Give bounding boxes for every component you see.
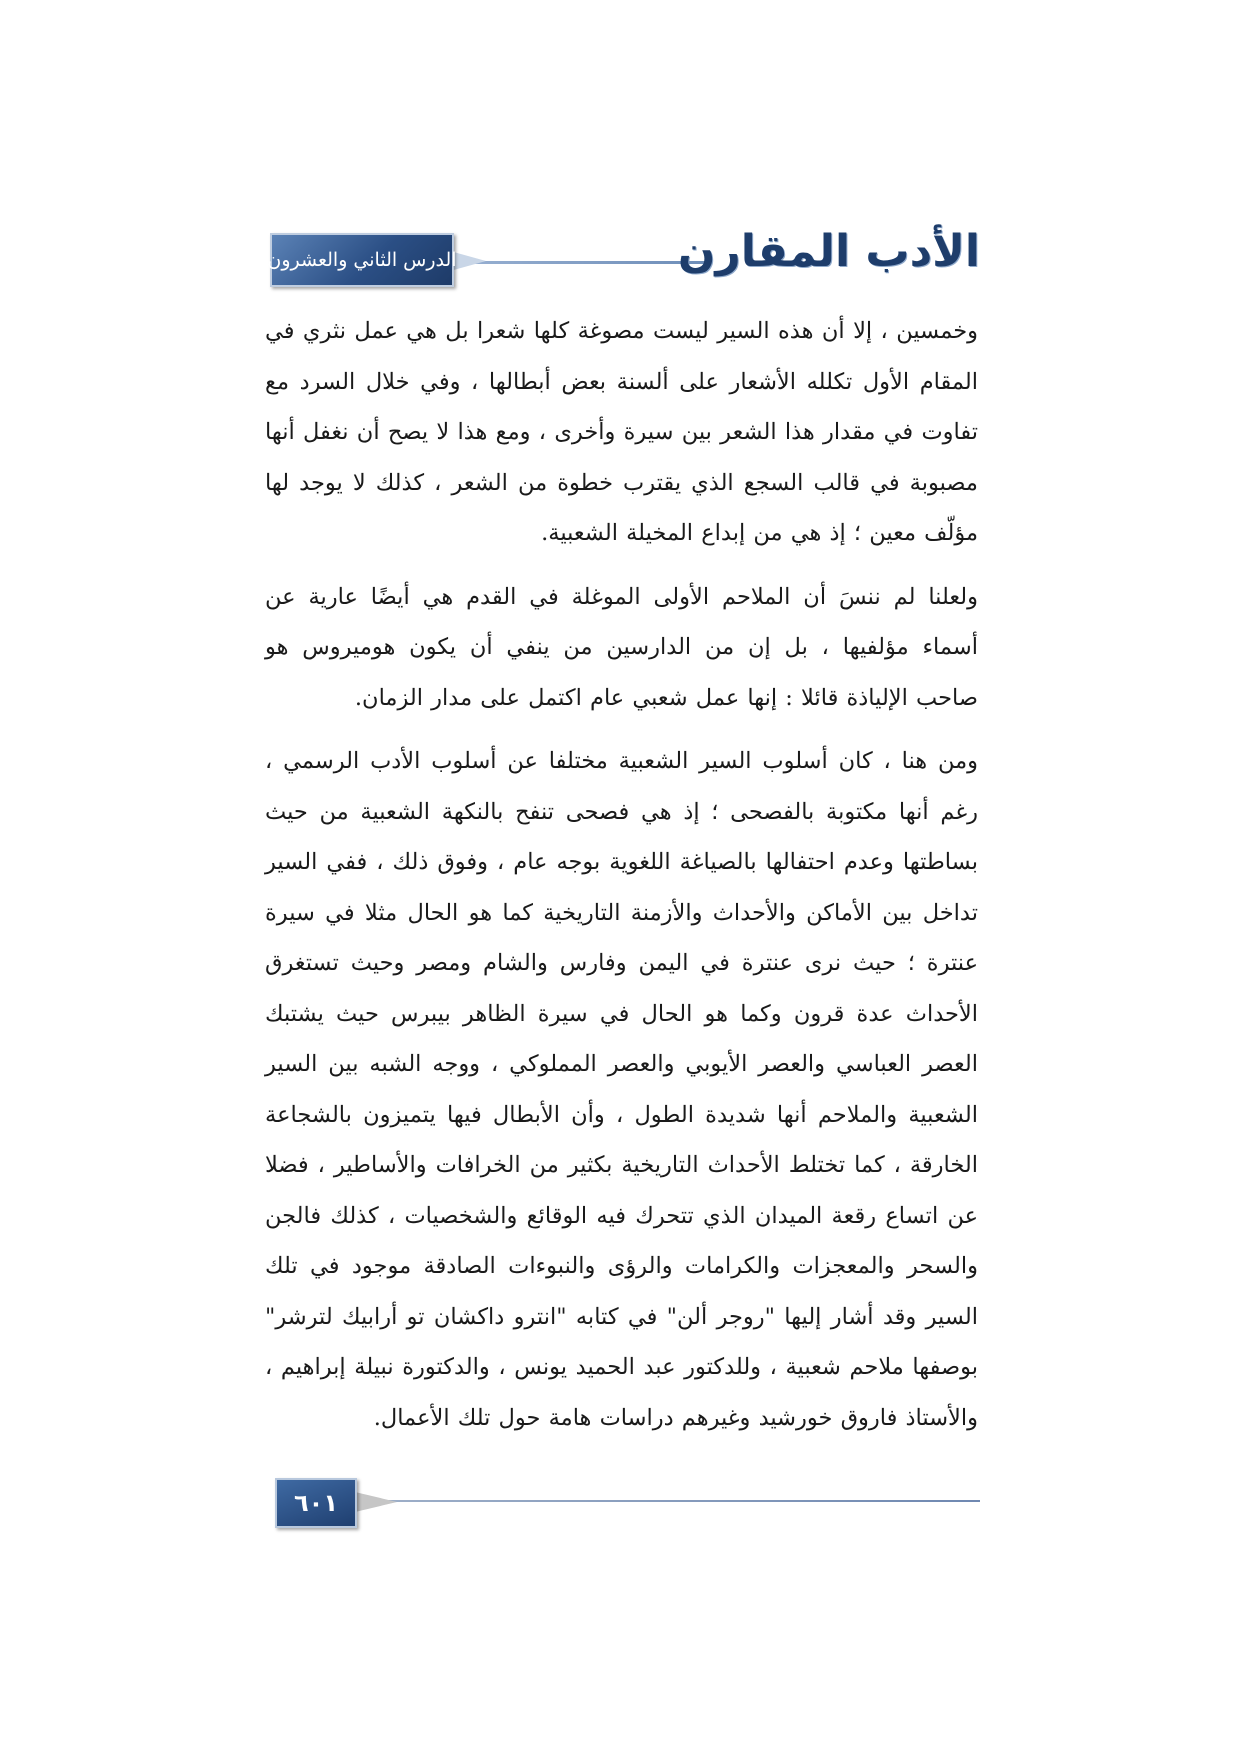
page-number-box	[275, 1478, 357, 1528]
footer-rule	[359, 1500, 980, 1502]
lesson-label: الدرس الثاني والعشرون	[267, 249, 457, 271]
paragraph-2: ولعلنا لم ننسَ أن الملاحم الأولى الموغلة في القدم هي أيضًا عارية عن أسماء مؤلفيها ، بل إن من الدارسين من ينفي أن يكون هوميروس هو صاحب الإلياذة قائلا : إنها عمل شعبي عام اكتمل على مدار الزمان.	[265, 583, 978, 711]
page-body	[265, 306, 978, 1456]
page-footer	[275, 1478, 980, 1526]
footer-wedge-ornament	[355, 1492, 397, 1512]
book-title: الأدب المقارن	[677, 226, 980, 277]
lesson-badge	[267, 233, 457, 287]
page-header	[267, 226, 980, 288]
paragraph-1: وخمسين ، إلا أن هذه السير ليست مصوغة كلها شعرا بل هي عمل نثري في المقام الأول تكلله الأشعار على ألسنة بعض أبطالها ، وفي خلال السرد مع تفاوت في مقدار هذا الشعر بين سيرة وأخرى ، ومع هذا لا يصح أن نغفل أنها مصبوبة في قالب السجع الذي يقترب خطوة من الشعر ، كذلك لا يوجد لها مؤلّف معين ؛ إذ هي من إبداع المخيلة الشعبية.	[265, 318, 978, 546]
paragraph-3: ومن هنا ، كان أسلوب السير الشعبية مختلفا عن أسلوب الأدب الرسمي ، رغم أنها مكتوبة بالفصحى ؛ إذ هي فصحى تنفح بالنكهة الشعبية من حيث بساطتها وعدم احتفالها بالصياغة اللغوية بوجه عام ، وفوق ذلك ، ففي السير تداخل بين الأماكن والأحداث والأزمنة التاريخية كما هو الحال مثلا في سيرة عنترة ؛ حيث نرى عنترة في اليمن وفارس والشام ومصر وحيث تستغرق الأحداث عدة قرون وكما هو الحال في سيرة الظاهر بيبرس حيث يشتبك العصر العباسي والعصر الأيوبي والعصر المملوكي ، ووجه الشبه بين السير الشعبية والملاحم أنها شديدة الطول ، وأن الأبطال فيها يتميزون بالشجاعة الخارقة ، كما تختلط الأحداث التاريخية بكثير من الخرافات والأساطير ، فضلا عن اتساع رقعة الميدان الذي تتحرك فيه الوقائع والشخصيات ، كذلك فالجن والسحر والمعجزات والكرامات والرؤى والنبوءات الصادقة موجود في تلك السير وقد أشار إليها "روجر ألن" في كتابه "انترو داكشان تو أرابيك لترشر" بوصفها ملاحم شعبية ، وللدكتور عبد الحميد يونس ، والدكتورة نبيلة إبراهيم ، والأستاذ فاروق خورشيد وغيرهم دراسات هامة حول تلك الأعمال.	[265, 748, 978, 1431]
page-number: ٦٠١	[294, 1489, 338, 1517]
